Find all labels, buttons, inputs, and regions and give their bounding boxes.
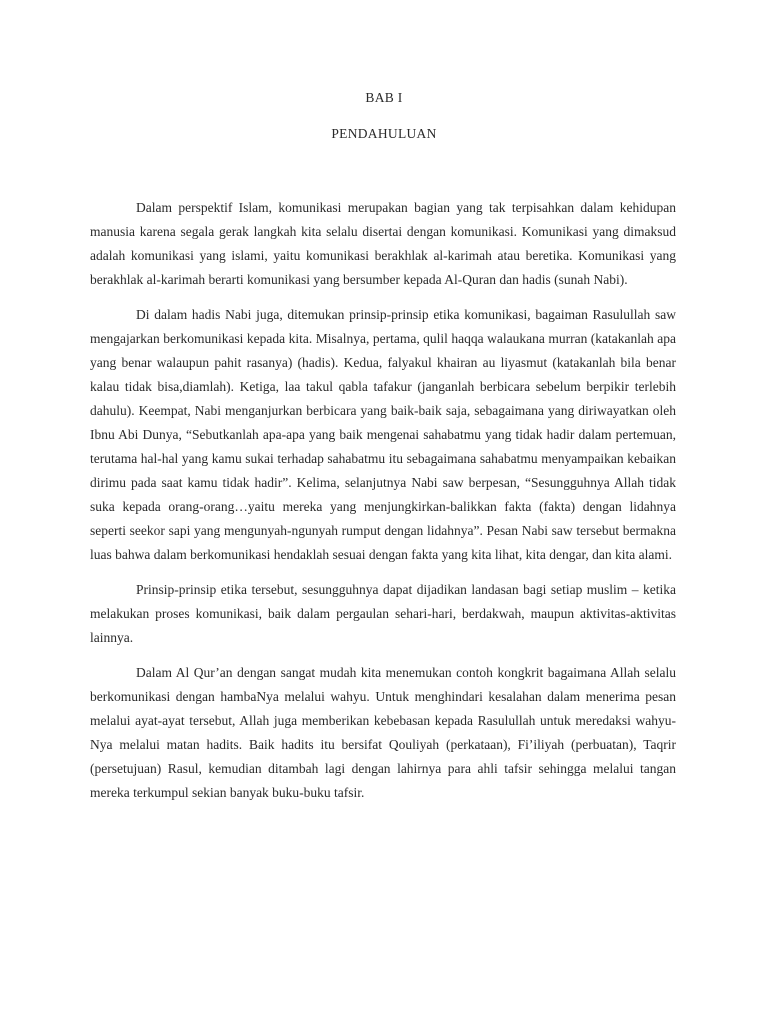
document-body [90,196,676,805]
chapter-heading: BAB I [365,90,403,105]
paragraph: Dalam perspektif Islam, komunikasi merupakan bagian yang tak terpisahkan dalam kehidupan manusia karena segala gerak langkah kita selalu disertai dengan komunikasi. Komunikasi yang dimaksud adalah komunikasi yang islami, yaitu komunikasi berakhlak al-karimah atau beretika. Komunikasi yang berakhlak al-karimah berarti komunikasi yang bersumber kepada Al-Quran dan hadis (sunah Nabi). [90,200,676,287]
chapter-title: PENDAHULUAN [331,126,437,141]
paragraph: Dalam Al Qur’an dengan sangat mudah kita menemukan contoh kongkrit bagaimana Allah selalu berkomunikasi dengan hambaNya melalui wahyu. Untuk menghindari kesalahan dalam menerima pesan melalui ayat-ayat tersebut, Allah juga memberikan kebebasan kepada Rasulullah untuk meredaksi wahyu-Nya melalui matan hadits. Baik hadits itu bersifat Qouliyah (perkataan), Fi’iliyah (perbuatan), Taqrir (persetujuan) Rasul, kemudian ditambah lagi dengan lahirnya para ahli tafsir sehingga melalui tangan mereka terkumpul sekian banyak buku-buku tafsir. [90,665,676,800]
paragraph: Prinsip-prinsip etika tersebut, sesungguhnya dapat dijadikan landasan bagi setiap muslim – ketika melakukan proses komunikasi, baik dalam pergaulan sehari-hari, berdakwah, maupun aktivitas-aktivitas lainnya. [90,582,676,645]
paragraph: Di dalam hadis Nabi juga, ditemukan prinsip-prinsip etika komunikasi, bagaiman Rasulullah saw mengajarkan berkomunikasi kepada kita. Misalnya, pertama, qulil haqqa walaukana murran (katakanlah apa yang benar walaupun pahit rasanya) (hadis). Kedua, falyakul khairan au liyasmut (katakanlah bila benar kalau tidak bisa,diamlah). Ketiga, laa takul qabla tafakur (janganlah berbicara sebelum berpikir terlebih dahulu). Keempat, Nabi menganjurkan berbicara yang baik-baik saja, sebagaimana yang diriwayatkan oleh Ibnu Abi Dunya, “Sebutkanlah apa-apa yang baik mengenai sahabatmu yang tidak hadir dalam pertemuan, terutama hal-hal yang kamu sukai terhadap sahabatmu itu sebagaimana sahabatmu menyampaikan kebaikan dirimu pada saat kamu tidak hadir”. Kelima, selanjutnya Nabi saw berpesan, “Sesungguhnya Allah tidak suka kepada orang-orang…yaitu mereka yang menjungkirkan-balikkan fakta (fakta) dengan lidahnya seperti seekor sapi yang mengunyah-ngunyah rumput dengan lidahnya”. Pesan Nabi saw tersebut bermakna luas bahwa dalam berkomunikasi hendaklah sesuai dengan fakta yang kita lihat, kita dengar, dan kita alami. [90,307,676,562]
